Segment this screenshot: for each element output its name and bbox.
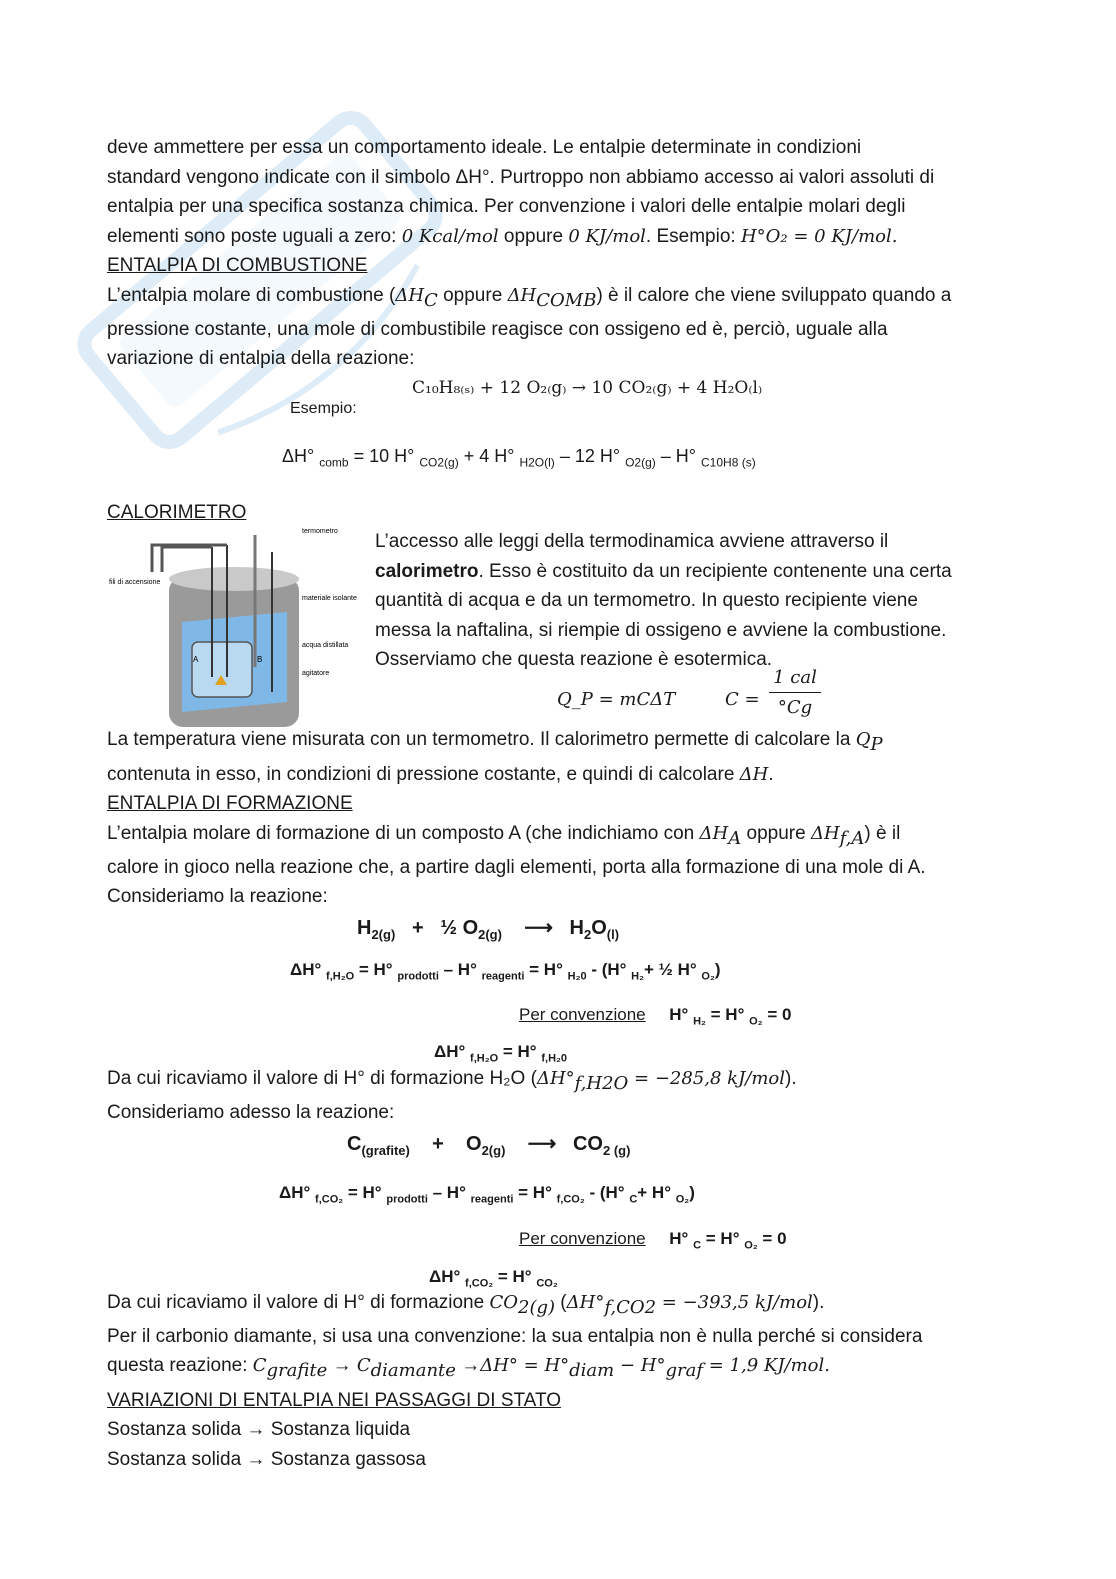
- eq-sub: 2(g): [478, 926, 502, 942]
- eq-term: + 4 H°: [463, 445, 515, 466]
- math-sub: C: [424, 289, 438, 311]
- text-line: L’accesso alle leggi della termodinamica avviene attraverso il: [375, 531, 889, 553]
- eq-sub: H2O(l): [519, 455, 555, 470]
- eq-sub: reagenti: [481, 970, 525, 983]
- arrow-glyph: →: [455, 1355, 481, 1377]
- fraction-numerator: 1 cal: [773, 667, 817, 689]
- convention-label: Per convenzione: [519, 1004, 646, 1024]
- math-expr: C: [356, 1355, 371, 1377]
- eq-term: = 0: [762, 1228, 787, 1248]
- math-sub: f,CO2: [604, 1296, 657, 1318]
- convention-label: Per convenzione: [519, 1228, 646, 1248]
- co2-enthalpy-line: [279, 1178, 695, 1215]
- text-fragment: L’entalpia molare di formazione di un composto A (che indichiamo con: [107, 822, 700, 844]
- eq-sub: 2 (g): [602, 1142, 631, 1158]
- eq-term: – 12 H°: [559, 445, 621, 466]
- eq-term: – H°: [432, 1182, 466, 1202]
- eq-term: ΔH°: [282, 445, 315, 466]
- text-fragment: oppure: [437, 284, 508, 306]
- text-line: Consideriamo adesso la reazione:: [107, 1102, 395, 1124]
- eq-term: ΔH°: [290, 959, 322, 979]
- text-fragment: (: [555, 1291, 567, 1313]
- eq-term: +: [432, 1132, 444, 1155]
- math-sub: graf: [665, 1360, 703, 1382]
- math-expr: 0 KJ/mol: [568, 225, 646, 247]
- eq-term: H: [357, 916, 372, 939]
- passaggi-list: [107, 1415, 1007, 1474]
- text-line: Sostanza solida → Sostanza gassosa: [107, 1448, 426, 1470]
- text-fragment: .: [768, 763, 774, 785]
- math-expr: CO: [489, 1291, 518, 1313]
- combustion-example: [107, 374, 1007, 498]
- page-body: [107, 133, 1007, 1474]
- eq-term: ΔH°: [429, 1266, 461, 1286]
- math-expr: = −285,8 kJ/mol: [628, 1067, 786, 1089]
- water-enthalpy-line: [290, 955, 721, 992]
- math-sub: f,A: [839, 827, 865, 849]
- text-fragment: ) è il: [864, 822, 901, 844]
- math-sub: P: [870, 734, 883, 756]
- label-agitatore: agitatore: [302, 670, 330, 678]
- math-expr: = 1,9 KJ/mol.: [703, 1355, 830, 1377]
- label-termometro: termometro: [302, 528, 338, 536]
- text-line: pressione costante, una mole di combustibile reagisce con ossigeno ed è, perciò, uguale alla: [107, 318, 888, 340]
- eq-term: – H°: [660, 445, 696, 466]
- section-heading-formazione: ENTALPIA DI FORMAZIONE: [107, 793, 353, 815]
- math-expr: ΔH°: [536, 1067, 575, 1089]
- section-heading-combustione: ENTALPIA DI COMBUSTIONE: [107, 255, 368, 276]
- eq-term: CO: [572, 1132, 603, 1155]
- text-fragment: . Esso è costituito da un recipiente contenente una certa: [478, 560, 952, 582]
- eq-sub: C10H8 (s): [701, 455, 756, 470]
- fraction-denominator: °Cg: [777, 697, 813, 719]
- eq-sub: O2(g): [625, 455, 656, 470]
- eq-sub: 2(g): [481, 1142, 506, 1158]
- eq-sub: O₂: [744, 1239, 758, 1252]
- text-fragment: ).: [785, 1067, 797, 1089]
- text-fragment: . Esempio:: [645, 225, 741, 247]
- water-formation-block: [107, 912, 1007, 1064]
- eq-sub: f,H₂0: [541, 1052, 568, 1065]
- math-sub: f,H2O: [574, 1072, 629, 1094]
- text-line: Osserviamo che questa reazione è esotermica.: [375, 649, 773, 671]
- math-expr: ΔH: [699, 822, 729, 844]
- arrow-glyph: →: [327, 1355, 357, 1377]
- calorimeter-diagram: [107, 527, 367, 737]
- math-expr: Q: [855, 729, 871, 751]
- eq-term: = H°: [518, 1182, 552, 1202]
- eq-sub: O₂: [701, 970, 715, 983]
- eq-sub: f,H₂O: [470, 1052, 499, 1065]
- eq-term: O: [466, 1132, 482, 1155]
- eq-sub: (l): [606, 926, 620, 942]
- math-expr: 0 Kcal/mol: [401, 225, 499, 247]
- eq-term: = H°: [710, 1004, 745, 1024]
- text-line: Per il carbonio diamante, si usa una convenzione: la sua entalpia non è nulla perché si considera: [107, 1325, 923, 1347]
- eq-term: H°: [669, 1004, 689, 1024]
- bold-term: calorimetro: [375, 560, 479, 582]
- math-expr: − H°: [614, 1355, 666, 1377]
- eq-term: ½ O: [440, 916, 479, 939]
- eq-sub: 2: [584, 926, 592, 942]
- text-line: entalpia per una specifica sostanza chimica. Per convenzione i valori delle entalpie molari degli: [107, 196, 906, 217]
- eq-term: = H°: [347, 1182, 382, 1202]
- lid: [169, 567, 299, 591]
- eq-term: H: [569, 916, 584, 939]
- section-heading-passaggi: VARIAZIONI DI ENTALPIA NEI PASSAGGI DI STATO: [107, 1389, 561, 1411]
- eq-sub: reagenti: [470, 1193, 514, 1206]
- text-fragment: Da cui ricaviamo il valore di H° di formazione H₂O (: [107, 1067, 537, 1089]
- eq-term: = 0: [767, 1004, 792, 1024]
- math-sub: 2(g): [518, 1296, 556, 1318]
- text-line: Sostanza solida → Sostanza liquida: [107, 1419, 411, 1441]
- eq-sub: O₂: [749, 1015, 763, 1028]
- eq-sub: H₂0: [567, 970, 587, 983]
- formazione-paragraph: [107, 819, 1007, 912]
- label-fili: fili di accensione: [109, 579, 161, 587]
- example-label: Esempio:: [290, 399, 357, 417]
- arrow-glyph: ⟶: [527, 1132, 557, 1155]
- specific-heat-lhs: C =: [725, 689, 760, 711]
- water-convention-line: [519, 1000, 791, 1037]
- text-line: calore in gioco nella reazione che, a partire dagli elementi, porta alla formazione di una mole di A.: [107, 856, 926, 878]
- co2-result-line: [429, 1262, 558, 1299]
- math-expr: ΔH: [810, 822, 840, 844]
- math-sub: A: [728, 827, 742, 849]
- eq-term: = H°: [358, 959, 393, 979]
- eq-term: H°: [669, 1228, 689, 1248]
- math-expr: ΔH: [507, 284, 537, 306]
- co2-result-paragraph: [107, 1288, 1007, 1386]
- math-sub: diam: [569, 1360, 615, 1382]
- eq-term: – H°: [443, 959, 477, 979]
- calorimetro-block: [107, 527, 1007, 756]
- math-expr: ΔH: [395, 284, 425, 306]
- calorimetro-paragraph: [375, 527, 1007, 675]
- intro-paragraph: [107, 133, 1007, 251]
- combustione-paragraph: [107, 281, 1007, 374]
- eq-term: + ½ H°: [644, 959, 697, 979]
- text-fragment: L’entalpia molare di combustione (: [107, 284, 396, 306]
- eq-term: +: [411, 916, 424, 939]
- math-expr: ΔH° = H°: [480, 1355, 570, 1377]
- eq-term: - (H°: [591, 959, 627, 979]
- combustion-enthalpy-equation: [282, 442, 756, 478]
- water-result-line: [434, 1037, 567, 1074]
- eq-term: C: [347, 1132, 362, 1155]
- eq-term: ΔH°: [279, 1182, 311, 1202]
- eq-sub: 2(g): [371, 926, 396, 942]
- water-reaction: [357, 914, 619, 950]
- text-fragment: questa reazione:: [107, 1355, 253, 1377]
- combustion-reaction: C₁₀H₈₍ₛ₎ + 12 O₂₍g₎ → 10 CO₂₍g₎ + 4 H₂O₍l₎: [412, 377, 763, 398]
- text-line: quantità di acqua e da un termometro. In questo recipiente viene: [375, 590, 918, 612]
- math-expr: C: [252, 1355, 267, 1377]
- eq-sub: comb: [319, 455, 349, 470]
- eq-sub: O₂: [675, 1193, 690, 1206]
- text-line: messa la naftalina, si riempie di ossigeno e avviene la combustione.: [375, 619, 947, 641]
- math-sub: COMB: [536, 289, 597, 311]
- label-materiale: materiale isolante: [302, 595, 357, 603]
- eq-term: = H°: [497, 1266, 532, 1286]
- eq-term: = H°: [502, 1041, 537, 1061]
- eq-term: - (H°: [589, 1182, 625, 1202]
- eq-term: + H°: [637, 1182, 672, 1202]
- math-expr: = −393,5 kJ/mol: [656, 1291, 813, 1313]
- eq-sub: H₂: [631, 970, 645, 983]
- eq-term: = H°: [529, 959, 563, 979]
- eq-term: O: [591, 916, 607, 939]
- inner-vessel: [192, 642, 252, 697]
- eq-sub: (grafite): [361, 1142, 410, 1158]
- co2-convention-line: [519, 1224, 787, 1261]
- label-acqua: acqua distillata: [302, 642, 349, 650]
- eq-sub: C: [629, 1193, 638, 1206]
- text-fragment: La temperatura viene misurata con un termometro. Il calorimetro permette di calcolare la: [107, 729, 856, 751]
- text-fragment: oppure: [498, 225, 569, 247]
- eq-sub: f,CO₂: [556, 1193, 585, 1206]
- eq-sub: prodotti: [386, 1193, 428, 1206]
- math-expr: ΔH: [739, 763, 769, 785]
- arrow-glyph: ⟶: [524, 916, 553, 939]
- text-line: variazione di entalpia della reazione:: [107, 348, 415, 370]
- section-heading-calorimetro: CALORIMETRO: [107, 501, 247, 523]
- eq-sub: H₂: [693, 1015, 706, 1028]
- eq-sub: CO₂: [536, 1277, 558, 1290]
- text-line: deve ammettere per essa un comportamento ideale. Le entalpie determinate in condizioni: [107, 137, 862, 158]
- co2-formation-block: [107, 1128, 1007, 1288]
- eq-sub: prodotti: [397, 970, 439, 983]
- eq-sub: f,H₂O: [326, 970, 355, 983]
- text-fragment: Da cui ricaviamo il valore di H° di formazione: [107, 1291, 490, 1313]
- text-fragment: oppure: [741, 822, 811, 844]
- math-sub: diamante: [370, 1360, 456, 1382]
- text-line: elementi sono poste uguali a zero:: [107, 225, 402, 247]
- eq-term: ): [689, 1182, 695, 1202]
- heat-equation: Q_P = mCΔT: [557, 689, 676, 711]
- text-fragment: ).: [812, 1291, 825, 1313]
- eq-term: ΔH°: [434, 1041, 466, 1061]
- text-line: Consideriamo la reazione:: [107, 886, 328, 908]
- eq-term: ): [714, 959, 721, 979]
- text-fragment: ) è il calore che viene sviluppato quando a: [596, 284, 952, 306]
- eq-term: = 10 H°: [353, 445, 415, 466]
- math-sub: grafite: [266, 1360, 328, 1382]
- label-b: B: [257, 655, 263, 665]
- eq-sub: CO2(g): [419, 455, 459, 470]
- eq-term: = H°: [705, 1228, 740, 1248]
- math-expr: H°O₂ = 0 KJ/mol.: [740, 225, 898, 247]
- heat-equations: [557, 667, 857, 725]
- eq-sub: C: [693, 1239, 702, 1252]
- math-expr: ΔH°: [566, 1291, 605, 1313]
- eq-sub: f,CO₂: [465, 1277, 494, 1290]
- label-a: A: [193, 655, 199, 665]
- text-line: standard vengono indicate con il simbolo ΔH°. Purtroppo non abbiamo accesso ai valori assoluti di: [107, 166, 935, 188]
- eq-sub: f,CO₂: [315, 1193, 344, 1206]
- text-fragment: contenuta in esso, in condizioni di pressione costante, e quindi di calcolare: [107, 763, 740, 785]
- co2-reaction: [347, 1130, 630, 1166]
